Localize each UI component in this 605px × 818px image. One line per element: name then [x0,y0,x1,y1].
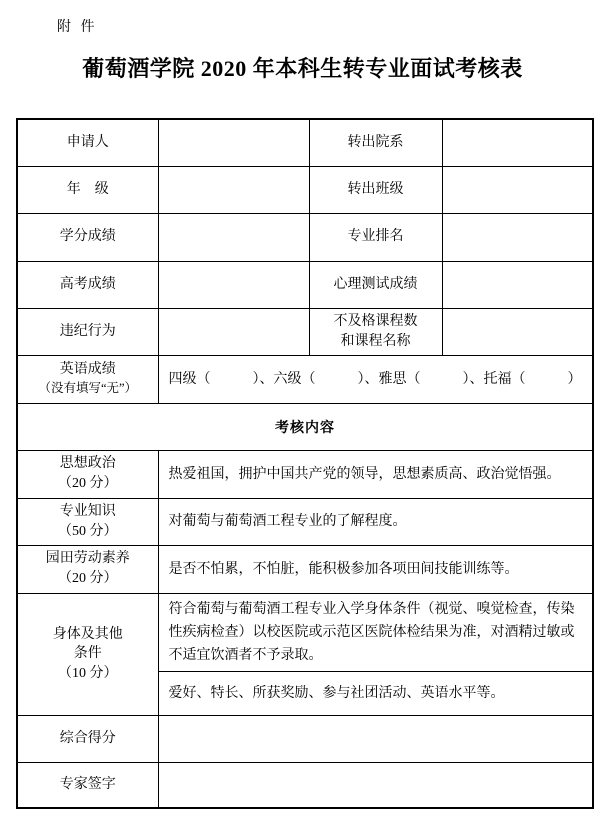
attachment-label: 附 件 [57,20,98,35]
discipline-label: 违纪行为 [17,308,158,355]
assessment-form-table [16,118,594,809]
row-body-conditions-top [17,593,593,671]
total-score-label: 综合得分 [17,715,158,762]
professional-knowledge-label [17,498,158,545]
body-conditions-label-line3: （10 分） [58,665,118,681]
failed-courses-label-line2: 和课程名称 [340,333,411,349]
grade-value-cell [158,166,309,213]
ideology-label-line2: （20 分） [58,476,118,491]
english-score-label-line1: 英语成绩 [59,362,116,378]
row-field-labor [17,545,593,593]
credit-score-value-cell [158,213,309,261]
major-ranking-label: 专业排名 [309,213,442,261]
failed-courses-label [309,308,442,355]
row-credit-score [17,213,593,261]
row-section-header [17,403,593,450]
row-english-score [17,355,593,403]
field-labor-description: 是否不怕累，不怕脏，能积极参加各项田间技能训练等。 [158,545,593,593]
field-labor-label-line1: 园田劳动素养 [45,551,130,567]
body-conditions-label [17,593,158,715]
english-score-blanks: 四级（ ）、六级（ ）、雅思（ ）、托福（ ） [158,355,593,403]
row-gaokao-score [17,261,593,308]
failed-courses-label-line1: 不及格课程数 [333,313,418,329]
row-professional-knowledge [17,498,593,545]
professional-knowledge-label-line2: （50 分） [58,523,118,539]
grade-label: 年 级 [17,166,158,213]
body-conditions-label-line1: 身体及其他 [52,626,123,642]
transfer-out-class-label: 转出班级 [309,166,442,213]
expert-signature-value-cell [158,762,593,808]
applicant-value-cell [158,119,309,166]
row-expert-signature [17,762,593,808]
row-applicant [17,119,593,166]
gaokao-score-label: 高考成绩 [17,261,158,308]
transfer-out-department-label: 转出院系 [309,119,442,166]
ideology-label [17,450,158,498]
hobbies-description: 爱好、特长、所获奖励、参与社团活动、英语水平等。 [158,671,593,715]
psych-test-score-label: 心理测试成绩 [309,261,442,308]
ideology-label-line1: 思想政治 [59,456,116,472]
major-ranking-value-cell [442,213,593,261]
section-header: 考核内容 [17,403,593,450]
professional-knowledge-label-line1: 专业知识 [59,503,116,519]
row-grade [17,166,593,213]
row-ideology [17,450,593,498]
transfer-out-department-value-cell [442,119,593,166]
psych-test-score-value-cell [442,261,593,308]
page-title: 葡萄酒学院 2020 年本科生转专业面试考核表 [82,56,523,81]
gaokao-score-value-cell [158,261,309,308]
total-score-value-cell [158,715,593,762]
applicant-label: 申请人 [17,119,158,166]
failed-courses-value-cell [442,308,593,355]
row-discipline [17,308,593,355]
english-score-label-line2: （没有填写“无”） [38,381,138,396]
english-score-label [17,355,158,403]
body-conditions-label-line2: 条件 [73,646,102,662]
transfer-out-class-value-cell [442,166,593,213]
row-total-score [17,715,593,762]
ideology-description: 热爱祖国，拥护中国共产党的领导，思想素质高、政治觉悟强。 [158,450,593,498]
expert-signature-label: 专家签字 [17,762,158,808]
credit-score-label: 学分成绩 [17,213,158,261]
field-labor-label [17,545,158,593]
professional-knowledge-description: 对葡萄与葡萄酒工程专业的了解程度。 [158,498,593,545]
body-conditions-description: 符合葡萄与葡萄酒工程专业入学身体条件（视觉、嗅觉检查，传染性疾病检查）以校医院或示范区医院体检结果为准，对酒精过敏或不适宜饮酒者不予录取。 [158,593,593,671]
discipline-value-cell [158,308,309,355]
field-labor-label-line2: （20 分） [58,571,118,586]
